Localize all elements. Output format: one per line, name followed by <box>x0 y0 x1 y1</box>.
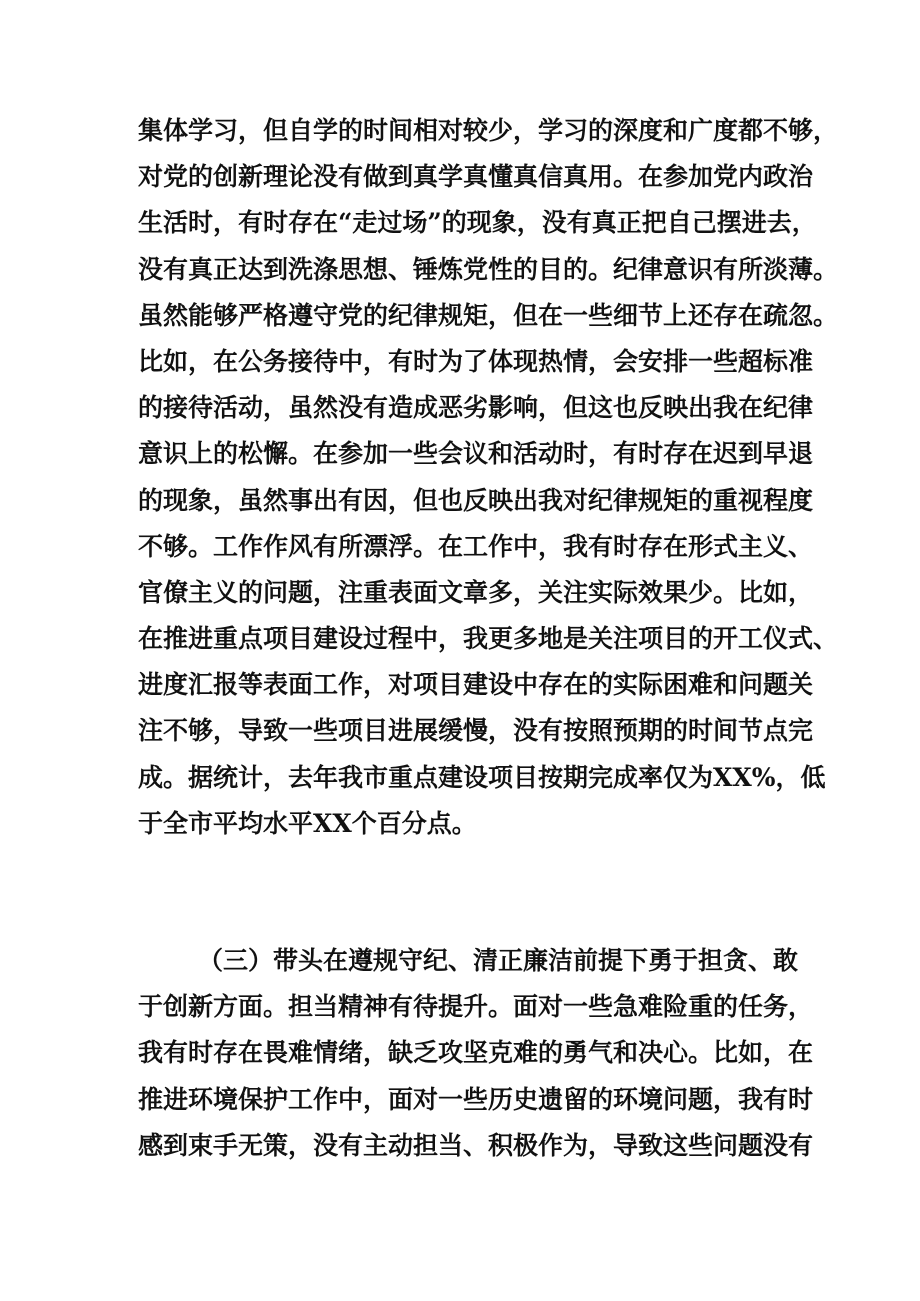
text-line: 官僚主义的问题，注重表面文章多，关注实际效果少。比如， <box>138 577 814 607</box>
text-line: 在推进重点项目建设过程中，我更多地是关注项目的开工仪式、 <box>138 624 839 654</box>
text-line: 于创新方面。担当精神有待提升。面对一些急难险重的任务， <box>138 992 814 1022</box>
text-line: 生活时，有时存在“走过场”的现象，没有真正把自己摆进去， <box>138 208 817 238</box>
paragraph-section-three <box>138 938 814 1169</box>
paragraph-discipline <box>138 108 839 847</box>
text-line: 的现象，虽然事出有因，但也反映出我对纪律规矩的重视程度 <box>138 485 814 515</box>
text-line: 对党的创新理论没有做到真学真懂真信真用。在参加党内政治 <box>138 162 814 192</box>
text-line: 感到束手无策，没有主动担当、积极作为，导致这些问题没有 <box>138 1130 814 1160</box>
text-line: 集体学习，但自学的时间相对较少，学习的深度和广度都不够， <box>138 116 839 145</box>
section-heading-line: （三）带头在遵规守纪、清正廉洁前提下勇于担贪、敢 <box>198 946 799 975</box>
text-line: 我有时存在畏难情绪，缺乏攻坚克难的勇气和决心。比如，在 <box>138 1038 814 1068</box>
text-line: 进度汇报等表面工作，对项目建设中存在的实际困难和问题关 <box>138 670 814 700</box>
text-line: 于全市平均水平XX个百分点。 <box>138 808 477 838</box>
text-line: 虽然能够严格遵守党的纪律规矩，但在一些细节上还存在疏忽。 <box>138 300 839 330</box>
text-line: 不够。工作作风有所漂浮。在工作中，我有时存在形式主义、 <box>138 531 814 561</box>
text-line: 推进环境保护工作中，面对一些历史遗留的环境问题，我有时 <box>138 1084 814 1114</box>
text-line: 的接待活动，虽然没有造成恶劣影响，但这也反映出我在纪律 <box>138 393 814 423</box>
text-line: 比如，在公务接待中，有时为了体现热情，会安排一些超标准 <box>138 346 814 376</box>
text-line: 意识上的松懈。在参加一些会议和活动时，有时存在迟到早退 <box>138 439 814 469</box>
text-line: 没有真正达到洗涤思想、锤炼党性的目的。纪律意识有所淡薄。 <box>138 254 839 284</box>
text-line: 成。据统计，去年我市重点建设项目按期完成率仅为XX%，低 <box>138 762 826 792</box>
text-line: 注不够，导致一些项目进展缓慢，没有按照预期的时间节点完 <box>138 716 814 746</box>
